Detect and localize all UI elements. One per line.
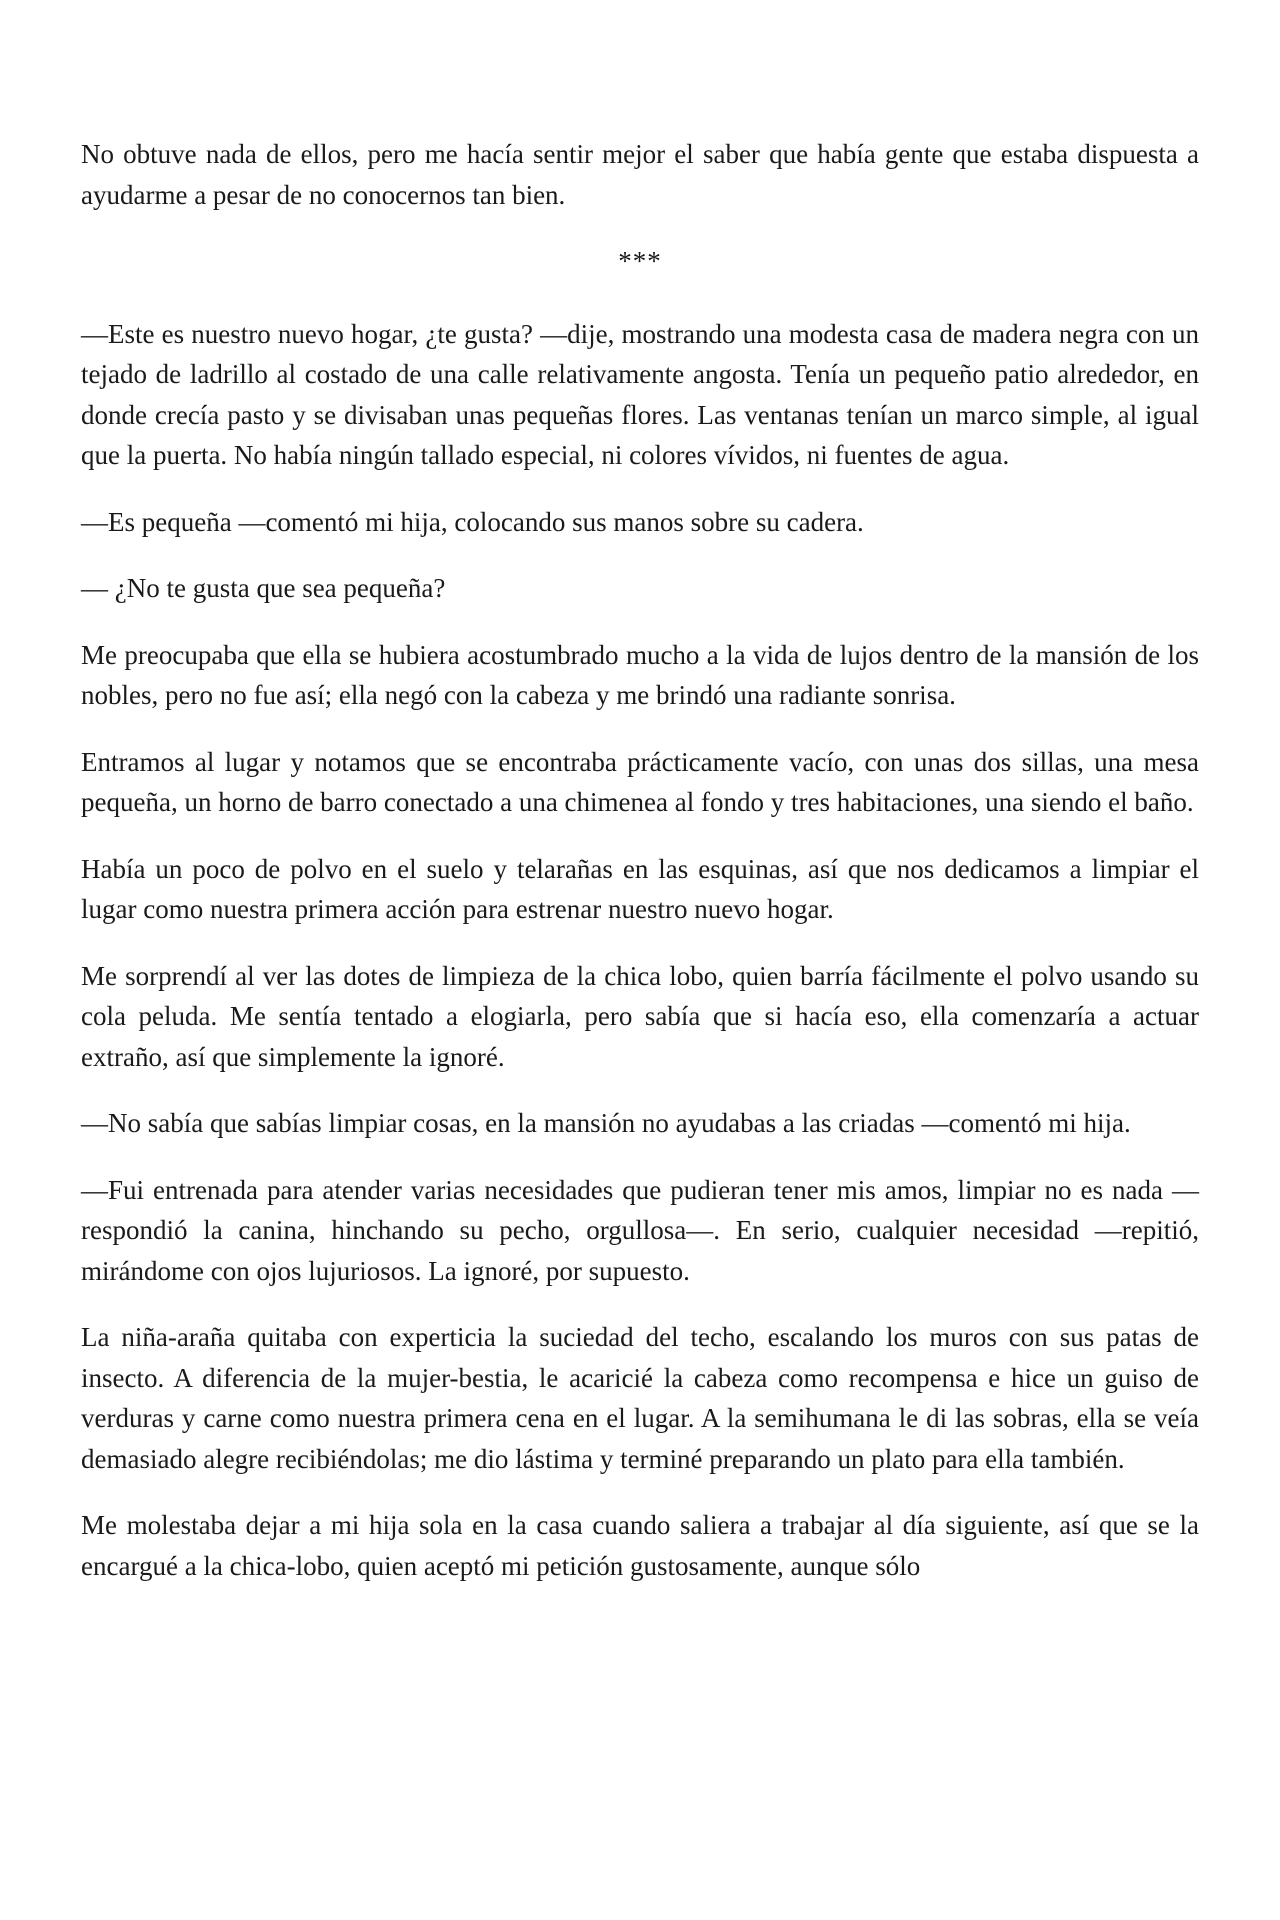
paragraph: Entramos al lugar y notamos que se encontraba prácticamente vacío, con unas dos sillas, una mesa pequeña, un horno de barro conectado a una chimenea al fondo y tres habitaciones, una siendo el baño. xyxy=(81,746,1199,817)
paragraph: — ¿No te gusta que sea pequeña? xyxy=(81,573,446,603)
paragraph: No obtuve nada de ellos, pero me hacía sentir mejor el saber que había gente que estaba dispuesta a ayudarme a pesar de no conocernos tan bien. xyxy=(81,139,1199,210)
paragraph: Me preocupaba que ella se hubiera acostumbrado mucho a la vida de lujos dentro de la mansión de los nobles, pero no fue así; ella negó con la cabeza y me brindó una radiante sonrisa. xyxy=(81,639,1199,710)
paragraph: Me sorprendí al ver las dotes de limpieza de la chica lobo, quien barría fácilmente el polvo usando su cola peluda. Me sentía tentado a elogiarla, pero sabía que si hacía eso, ella comenzaría a actuar extraño, así que simplemente la ignoré. xyxy=(81,960,1199,1072)
paragraph: —No sabía que sabías limpiar cosas, en la mansión no ayudabas a las criadas —comentó mi hija. xyxy=(81,1108,1131,1138)
paragraph: La niña-araña quitaba con experticia la suciedad del techo, escalando los muros con sus patas de insecto. A diferencia de la mujer-bestia, le acaricié la cabeza como recompensa e hice un guiso de verduras y carne como nuestra primera cena en el lugar. A la semihumana le di las sobras, ella se veía demasiado alegre recibiéndolas; me dio lástima y terminé preparando un plato para ella también. xyxy=(81,1322,1199,1474)
scene-separator: *** xyxy=(618,246,662,276)
paragraph: —Fui entrenada para atender varias necesidades que pudieran tener mis amos, limpiar no es nada —respondió la canina, hinchando su pecho, orgullosa—. En serio, cualquier necesidad —repitió, mirándome con ojos lujuriosos. La ignoré, por supuesto. xyxy=(81,1174,1199,1286)
paragraph: Me molestaba dejar a mi hija sola en la casa cuando saliera a trabajar al día siguiente, así que se la encargué a la chica-lobo, quien aceptó mi petición gustosamente, aunque sólo xyxy=(81,1510,1199,1581)
paragraph: —Este es nuestro nuevo hogar, ¿te gusta? —dije, mostrando una modesta casa de madera negra con un tejado de ladrillo al costado de una calle relativamente angosta. Tenía un pequeño patio alrededor, en donde crecía pasto y se divisaban unas pequeñas flores. Las ventanas tenían un marco simple, al igual que la puerta. No había ningún tallado especial, ni colores vívidos, ni fuentes de agua. xyxy=(81,318,1199,470)
paragraph: —Es pequeña —comentó mi hija, colocando sus manos sobre su cadera. xyxy=(81,506,864,537)
paragraph: Había un poco de polvo en el suelo y telarañas en las esquinas, así que nos dedicamos a limpiar el lugar como nuestra primera acción para estrenar nuestro nuevo hogar. xyxy=(81,853,1199,924)
